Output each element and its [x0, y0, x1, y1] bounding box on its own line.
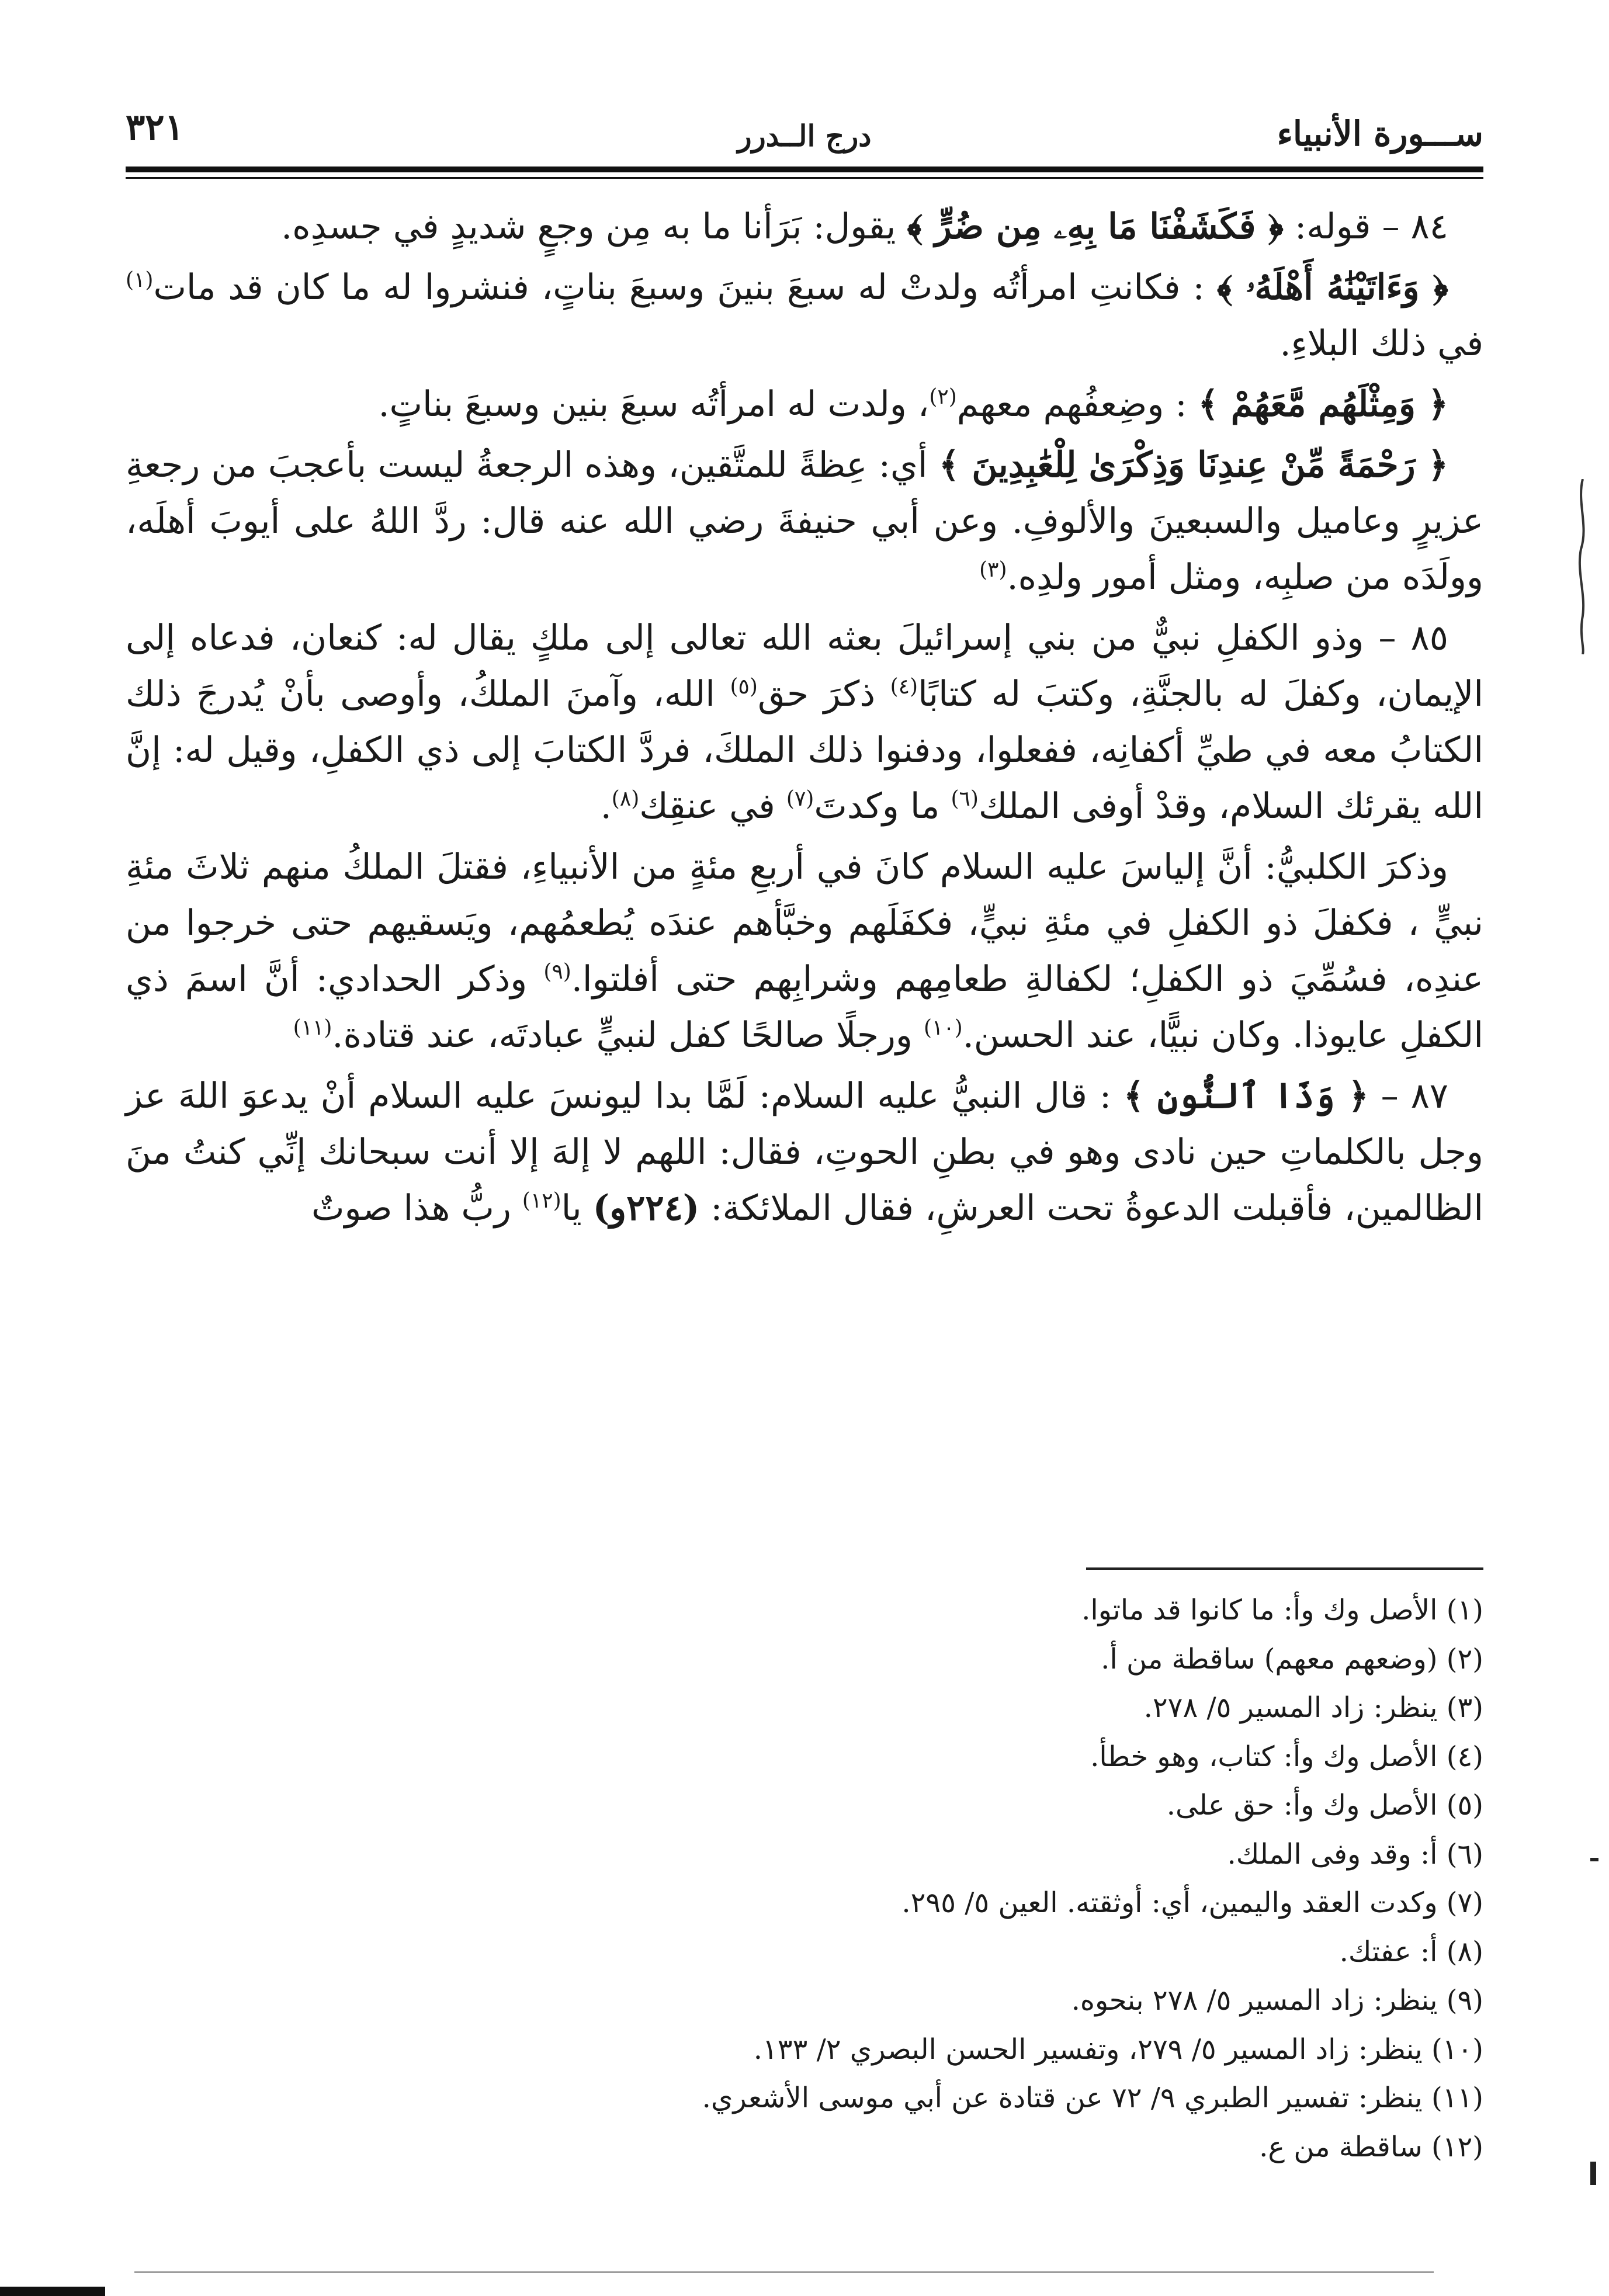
main-text — [126, 199, 1483, 1241]
header-rule-thick — [126, 167, 1483, 172]
paragraph-text: ، ولدت له امرأتُه سبعَ بنين وسبعَ بناتٍ. — [378, 384, 930, 425]
paragraph-text: وذكر الحدادي: أنَّ اسمَ ذي الكفلِ عايوذا. وكان نبيًّا، عند الحسن. — [126, 959, 1483, 1056]
manuscript-folio-marker: (٢٢٤و) — [592, 1188, 700, 1229]
footnote-ref: (٩) — [543, 960, 571, 984]
footnotes — [126, 1586, 1483, 2172]
verse-number: ٨٤ – قوله: — [1295, 206, 1448, 247]
scan-edge-bar — [0, 2287, 105, 2296]
paragraph-rahmatan — [126, 437, 1483, 605]
paragraph-kalbi — [126, 839, 1483, 1063]
running-header — [126, 102, 1483, 167]
quran-quote: ﴿ رَحْمَةً مِّنْ عِندِنَا وَذِكْرَىٰ لِلْعَٰبِدِينَ ﴾ — [938, 445, 1448, 485]
paragraph-text: ذكرَ حق — [757, 674, 890, 715]
paragraph-text: : قال النبيُّ عليه السلام: لَمَّا بدا ليونسَ عليه السلام أنْ يدعوَ اللهَ عز وجل بالكلماتِ حين نادى وهو في بطنِ الحوتِ، فقال: اللهم لا إلهَ إلا أنت سبحانك إنِّي كنتُ منَ الظالمين، فأقبلت الدعوةُ تحت العرشِ، فقال الملائكة: — [126, 1076, 1483, 1229]
footnote-ref: (١٠) — [923, 1016, 963, 1040]
footnote-ref: (٦) — [951, 787, 979, 811]
paragraph-text: : فكانتِ امرأتُه ولدتْ له سبعَ بنينَ وسبعَ بناتٍ، فنشروا له ما كان قد مات — [153, 267, 1205, 308]
paragraph-text: يا — [561, 1188, 593, 1229]
paragraph-mithlahum — [126, 376, 1483, 432]
surah-title: ســـورة الأنبياء — [1277, 114, 1483, 154]
footnote: (٣) ينظر: زاد المسير ٥/ ٢٧٨. — [1143, 1691, 1483, 1725]
paragraph-text: أي: عِظةً للمتَّقين، وهذه الرجعةُ ليست بأعجبَ من رجعةِ عزيرٍ وعاميل والسبعينَ والألوفِ. وعن أبي حنيفةَ رضي الله عنه قال: ردَّ اللهُ على أيوبَ أهلَه، وولَدَه من صلبِه، ومثل أمور ولدِه. — [126, 445, 1483, 598]
footnote-ref: (١٢) — [522, 1189, 561, 1213]
scan-edge-line — [134, 2271, 1434, 2273]
paragraph-ahlahu — [126, 259, 1483, 372]
quran-quote: ﴿ فَكَشَفْنَا مَا بِهِۦ مِن ضُرٍّ ﴾ — [907, 206, 1284, 247]
footnote: (٧) وكدت العقد واليمين، أي: أوثقته. العين ٥/ ٢٩٥. — [901, 1886, 1483, 1920]
footnote: (٨) أ: عفتك. — [1339, 1935, 1483, 1968]
paragraph-87 — [126, 1068, 1483, 1236]
footnote-ref: (٤) — [890, 675, 918, 699]
footnote: (١) الأصل وك وأ: ما كانوا قد ماتوا. — [1081, 1594, 1483, 1626]
paragraph-85 — [126, 610, 1483, 834]
page-number: ٣٢١ — [126, 106, 184, 148]
quran-quote: ﴿ وَذَا ٱلنُّونِ ﴾ — [1123, 1076, 1369, 1116]
margin-scan-mark — [1574, 479, 1591, 654]
footnote: (٥) الأصل وك وأ: حق على. — [1166, 1789, 1483, 1822]
footnote-ref: (٧) — [786, 787, 814, 811]
footnote: (٤) الأصل وك وأ: كتاب، وهو خطأ. — [1090, 1740, 1483, 1773]
footnote-ref: (١) — [126, 268, 154, 292]
paragraph-text: في عنقِك — [639, 786, 786, 827]
paragraph-text: ورجلًا صالحًا كفل لنبيٍّ عبادتَه، عند قتادة. — [332, 1015, 924, 1056]
paragraph-text: ربُّ هذا صوتٌ — [311, 1188, 522, 1229]
footnote: (١٢) ساقطة من ع. — [1259, 2130, 1483, 2163]
book-title: درج الــدرر — [737, 119, 872, 153]
footnote: (١٠) ينظر: زاد المسير ٥/ ٢٧٩، وتفسير الحسن البصري ٢/ ١٣٣. — [753, 2033, 1483, 2066]
footnote-ref: (١١) — [293, 1016, 332, 1040]
footnote: (١١) ينظر: تفسير الطبري ٩/ ٧٢ عن قتادة عن أبي موسى الأشعري. — [702, 2082, 1483, 2115]
footnote-ref: (٢) — [929, 385, 957, 409]
paragraph-text: ما وكدتَ — [814, 786, 951, 827]
footnote: (٦) أ: وقد وفى الملك. — [1227, 1837, 1483, 1871]
footnote: (٢) (وضعهم معهم) ساقطة من أ. — [1101, 1642, 1483, 1676]
scan-speck — [1590, 2162, 1596, 2185]
footnote: (٩) ينظر: زاد المسير ٥/ ٢٧٨ بنحوه. — [1071, 1984, 1483, 2017]
paragraph-text: الله، وآمنَ الملكُ، وأوصى بأنْ يُدرجَ ذلك الكتابُ معه في طيِّ أكفانِه، ففعلوا، ودفنوا ذلك الملكَ، فردَّ الكتابَ إلى ذي الكفلِ، وقيل له: إنَّ الله يقرئك السلام، وقدْ أوفى الملك — [126, 674, 1483, 827]
paragraph-text: : وضِعفُهم معهم — [956, 384, 1187, 425]
footnote-ref: (٣) — [979, 558, 1007, 582]
footnote-ref: (٨) — [611, 787, 640, 811]
paragraph-text: في ذلك البلاءِ. — [1279, 323, 1483, 364]
paragraph-text: ٨٥ – وذو الكفلِ نبيٌّ من بني إسرائيلَ بعثه الله تعالى إلى ملكٍ يقال له: كنعان، فدعاه إلى الإيمان، وكفلَ له بالجنَّةِ، وكتبَ له كتابًا — [126, 618, 1484, 715]
quran-quote: ﴿ وَمِثْلَهُم مَّعَهُمْ ﴾ — [1198, 384, 1448, 425]
footnote-separator — [1086, 1567, 1483, 1570]
paragraph-text: وذكرَ الكلبيُّ: أنَّ إلياسَ عليه السلام كانَ في أربعِ مئةٍ من الأنبياءِ، فقتلَ الملكُ منهم ثلاثَ مئةِ نبيٍّ ، فكفلَ ذو الكفلِ في مئةِ نبيٍّ، فكفَلَهم وخبَّأهم عندَه يُطعمُهم، ويَسقيهم حتى خرجوا من عندِه، فسُمِّيَ ذو الكفلِ؛ لكفالةِ طعامِهم وشرابِهم حتى أفلتوا. — [126, 847, 1483, 1000]
quran-quote: ﴿ وَءَاتَيْنَٰهُ أَهْلَهُۥ ﴾ — [1216, 267, 1448, 308]
footnote-ref: (٥) — [730, 675, 758, 699]
scan-speck — [1590, 1858, 1598, 1861]
header-rule-thin — [126, 177, 1483, 179]
paragraph-text: . — [600, 786, 612, 827]
paragraph-text: يقول: بَرَأنا ما به مِن وجعٍ شديدٍ في جسدِه. — [281, 206, 896, 247]
verse-number: ٨٧ – — [1381, 1076, 1449, 1116]
paragraph-84 — [126, 199, 1483, 255]
